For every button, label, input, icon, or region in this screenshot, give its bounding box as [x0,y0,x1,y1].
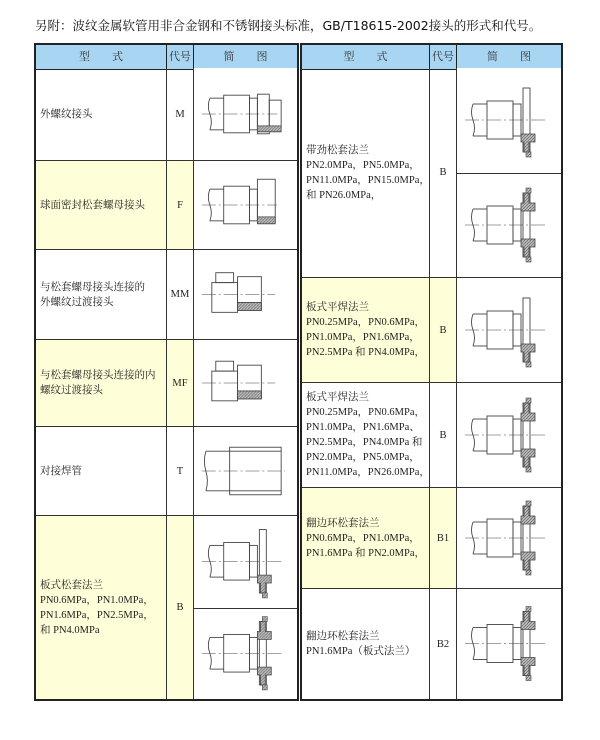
lapped-ring-loose-flange-drawing-icon [457,488,561,588]
joint-type-line: PN0.25MPa，PN0.6MPa， [306,407,426,418]
diagram-cell [194,427,297,515]
diagram-cell [457,488,561,588]
table-row [302,383,561,488]
joint-type-name [302,68,429,277]
diagram-cell [194,161,297,249]
table-row [36,340,297,427]
diagram-cell [457,68,561,277]
joint-type-line: 外螺纹过渡接头 [40,296,114,308]
joint-type-line: PN1.6MPa 和 PN2.0MPa， [306,547,426,559]
joint-type-line: PN1.6MPa（板式法兰） [306,646,416,657]
hub-loose-flange-a-drawing-icon [457,68,561,172]
diagram-cell [457,383,561,487]
joint-code: F [166,161,194,249]
joint-type-name [302,488,429,588]
joint-code: B [429,68,457,277]
header-type: 型 式 [343,50,388,63]
header-diagram: 简 图 [223,50,268,63]
joint-type-line: 和 PN26.0MPa， [306,189,382,201]
joint-code: M [166,68,194,160]
table-row [302,278,561,383]
joint-code: MF [166,340,194,426]
joint-type-name [36,427,166,515]
joint-type-line: 板式松套法兰 [40,579,103,591]
plate-slip-on-flange-b-drawing-icon [457,383,561,487]
joint-type-line: 带劲松套法兰 [306,144,369,156]
table-header [302,45,561,70]
header-code: 代号 [166,45,194,69]
joint-type-line: PN2.0MPa，PN5.0MPa， [306,159,420,171]
joint-type-line: 对接焊管 [40,465,82,477]
joint-type-line: 外螺纹接头 [40,108,93,120]
joint-type-name [36,161,166,249]
joint-type-line: 和 PN4.0MPa [40,624,100,636]
joint-code: B2 [429,589,457,699]
joint-type-line: PN0.6MPa，PN1.0MPa， [306,532,420,544]
page-title: 另附：波纹金属软管用非合金钢和不锈钢接头标准，GB/T18615-2002接头的形式和代号。 [35,18,542,33]
joint-type-line: PN1.0MPa，PN1.6MPa、 [306,422,420,433]
diagram-cell [194,340,297,426]
joint-table-right [300,43,563,701]
hub-loose-flange-b-drawing-icon [457,173,561,277]
diagram-cell [457,278,561,382]
joint-type-line: PN0.25MPa，PN0.6MPa， [306,317,426,328]
table-row [36,68,297,161]
joint-type-line: 板式平焊法兰 [306,302,369,313]
joint-code: T [166,427,194,515]
header-diagram: 简 图 [487,50,531,63]
joint-type-name [302,278,429,382]
butt-weld-pipe-drawing-icon [194,427,297,515]
female-thread-adapter-drawing-icon [194,340,297,426]
joint-type-line: PN2.5MPa，PN4.0MPa 和 [306,437,423,448]
joint-type-line: 翻边环松套法兰 [306,517,380,529]
joint-type-name [302,383,429,487]
table-row [36,427,297,516]
lapped-ring-plate-flange-drawing-icon [457,589,561,698]
joint-type-line: PN0.6MPa，PN1.0MPa， [40,594,154,606]
male-thread-fitting-drawing-icon [194,68,297,160]
male-thread-adapter-drawing-icon [194,250,297,339]
joint-type-name [36,250,166,339]
joint-code: B [429,278,457,382]
joint-type-line: PN2.0MPa，PN5.0MPa， [306,452,420,463]
joint-type-line: PN1.6MPa，PN2.5MPa， [40,609,154,621]
joint-type-name [36,340,166,426]
table-row [302,68,561,278]
table-row [302,589,561,699]
joint-type-line: PN11.0MPa，PN15.0MPa， [306,174,430,186]
joint-type-line: 与松套螺母接头连接的内 [40,370,156,381]
header-type: 型 式 [79,50,123,63]
joint-code: MM [166,250,194,339]
diagram-cell [194,68,297,160]
table-header [36,45,297,70]
plate-slip-on-flange-drawing-icon [457,278,561,382]
joint-code: B [166,516,194,699]
joint-table-left [34,43,299,701]
table-row [302,488,561,589]
plate-loose-flange-a-drawing-icon [194,516,297,607]
diagram-cell [194,516,297,699]
diagram-cell [194,250,297,339]
joint-type-line: PN2.5MPa 和 PN4.0MPa， [306,347,426,358]
joint-code: B1 [429,488,457,588]
table-row [36,250,297,340]
table-row [36,161,297,250]
spherical-seal-nut-fitting-drawing-icon [194,161,297,249]
joint-type-name [36,68,166,160]
joint-type-name [302,589,429,699]
header-code: 代号 [429,45,457,69]
table-row [36,516,297,699]
joint-type-name [36,516,166,699]
joint-type-line: 板式平焊法兰 [306,392,369,403]
joint-type-line: 球面密封松套螺母接头 [40,199,145,211]
joint-type-line: 螺纹过渡接头 [40,385,103,396]
joint-type-line: PN11.0MPa，PN26.0MPa， [306,467,430,478]
joint-type-line: 与松套螺母接头连接的 [40,281,145,293]
plate-loose-flange-b-drawing-icon [194,608,297,699]
joint-type-line: PN1.0MPa，PN1.6MPa， [306,332,420,343]
diagram-cell [457,589,561,699]
joint-type-line: 翻边环松套法兰 [306,631,380,642]
joint-code: B [429,383,457,487]
